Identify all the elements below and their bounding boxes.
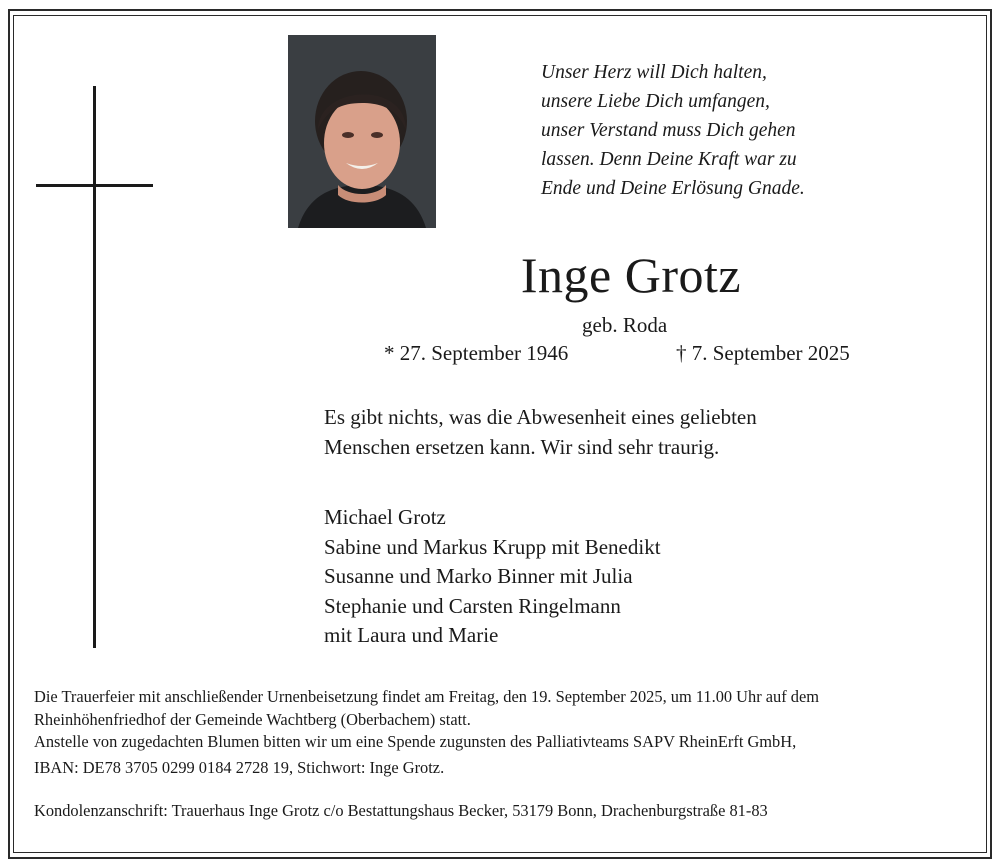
family-line: Stephanie und Carsten Ringelmann: [324, 593, 621, 618]
family-list: [324, 503, 661, 651]
funeral-info: [34, 686, 819, 779]
portrait-icon: [288, 35, 436, 228]
poem-line: Ende und Deine Erlösung Gnade.: [541, 178, 805, 199]
info-line: IBAN: DE78 3705 0299 0184 2728 19, Stichwort: Inge Grotz.: [34, 757, 445, 777]
quote-line: Menschen ersetzen kann. Wir sind sehr traurig.: [324, 435, 720, 459]
cross-icon-vertical: [93, 86, 96, 648]
condolence-address: Kondolenzanschrift: Trauerhaus Inge Grotz c/o Bestattungshaus Becker, 53179 Bonn, Drachenburgstraße 81-83: [34, 801, 768, 820]
poem-line: unsere Liebe Dich umfangen,: [541, 91, 770, 112]
info-line: Rheinhöhenfriedhof der Gemeinde Wachtberg (Oberbachem) statt.: [34, 709, 471, 729]
cross-icon-horizontal: [36, 184, 153, 187]
family-line: Michael Grotz: [324, 505, 446, 529]
info-line: Die Trauerfeier mit anschließender Urnenbeisetzung findet am Freitag, den 19. September 2025, um 11.00 Uhr auf dem: [34, 687, 820, 706]
info-line: Anstelle von zugedachten Blumen bitten wir um eine Spende zugunsten des Palliativteams SAPV RheinErft GmbH,: [34, 732, 797, 751]
birth-date: * 27. September 1946: [384, 341, 569, 365]
mourning-quote: [324, 402, 757, 462]
portrait-photo: [288, 35, 436, 228]
death-date: † 7. September 2025: [676, 341, 850, 365]
poem-line: unser Verstand muss Dich gehen: [541, 120, 796, 141]
family-line: Susanne und Marko Binner mit Julia: [324, 564, 633, 588]
maiden-name: geb. Roda: [582, 313, 668, 337]
family-line: Sabine und Markus Krupp mit Benedikt: [324, 534, 661, 559]
poem: [541, 58, 861, 203]
family-line: mit Laura und Marie: [324, 623, 499, 647]
poem-line: lassen. Denn Deine Kraft war zu: [541, 149, 797, 170]
deceased-name: Inge Grotz: [520, 247, 742, 303]
quote-line: Es gibt nichts, was die Abwesenheit eines geliebten: [324, 405, 757, 429]
poem-line: Unser Herz will Dich halten,: [541, 62, 767, 83]
